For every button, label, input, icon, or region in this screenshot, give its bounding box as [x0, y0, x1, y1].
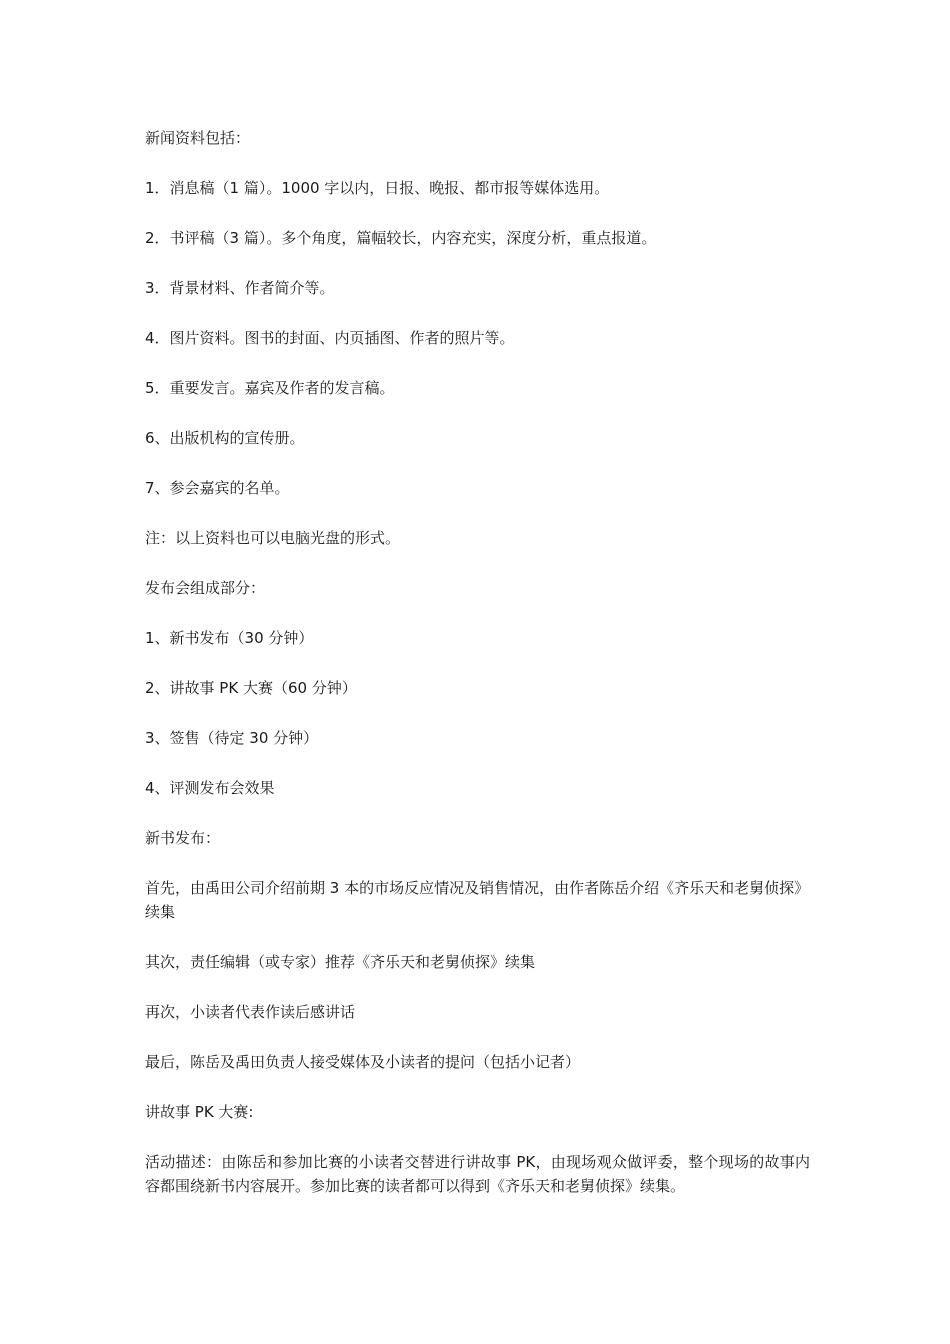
- note-paragraph: 注：以上资料也可以电脑光盘的形式。: [145, 529, 401, 547]
- list-item: 2、讲故事 PK 大赛（60 分钟）: [145, 679, 357, 697]
- list-item: 3、签售（待定 30 分钟）: [145, 729, 319, 747]
- list-item: 4．图片资料。图书的封面、内页插图、作者的照片等。: [145, 329, 515, 347]
- body-paragraph: 最后，陈岳及禹田负责人接受媒体及小读者的提问（包括小记者）: [145, 1053, 581, 1071]
- document-body: [145, 126, 810, 1224]
- list-item: 7、参会嘉宾的名单。: [145, 479, 290, 497]
- list-item: 6、出版机构的宣传册。: [145, 429, 305, 447]
- section-heading-storytelling-contest: 讲故事 PK 大赛:: [145, 1103, 254, 1121]
- body-paragraph: 活动描述：由陈岳和参加比赛的小读者交替进行讲故事 PK，由现场观众做评委，整个现场的故事内容都围绕新书内容展开。参加比赛的读者都可以得到《齐乐天和老舅侦探》续集。: [145, 1153, 810, 1195]
- list-item: 3．背景材料、作者简介等。: [145, 279, 335, 297]
- body-paragraph: 其次，责任编辑（或专家）推荐《齐乐天和老舅侦探》续集: [145, 953, 536, 971]
- list-item: 4、评测发布会效果: [145, 779, 275, 797]
- body-paragraph: 首先，由禹田公司介绍前期 3 本的市场反应情况及销售情况，由作者陈岳介绍《齐乐天和老舅侦探》续集: [145, 879, 810, 921]
- list-item: 1．消息稿（1 篇）。1000 字以内，日报、晚报、都市报等媒体选用。: [145, 179, 610, 197]
- section-heading-news-materials: 新闻资料包括：: [145, 129, 251, 147]
- section-heading-launch-parts: 发布会组成部分：: [145, 579, 266, 597]
- list-item: 5．重要发言。嘉宾及作者的发言稿。: [145, 379, 395, 397]
- section-heading-new-book-release: 新书发布：: [145, 829, 221, 847]
- list-item: 2．书评稿（3 篇）。多个角度，篇幅较长，内容充实，深度分析，重点报道。: [145, 229, 657, 247]
- list-item: 1、新书发布（30 分钟）: [145, 629, 314, 647]
- body-paragraph: 再次，小读者代表作读后感讲话: [145, 1003, 356, 1021]
